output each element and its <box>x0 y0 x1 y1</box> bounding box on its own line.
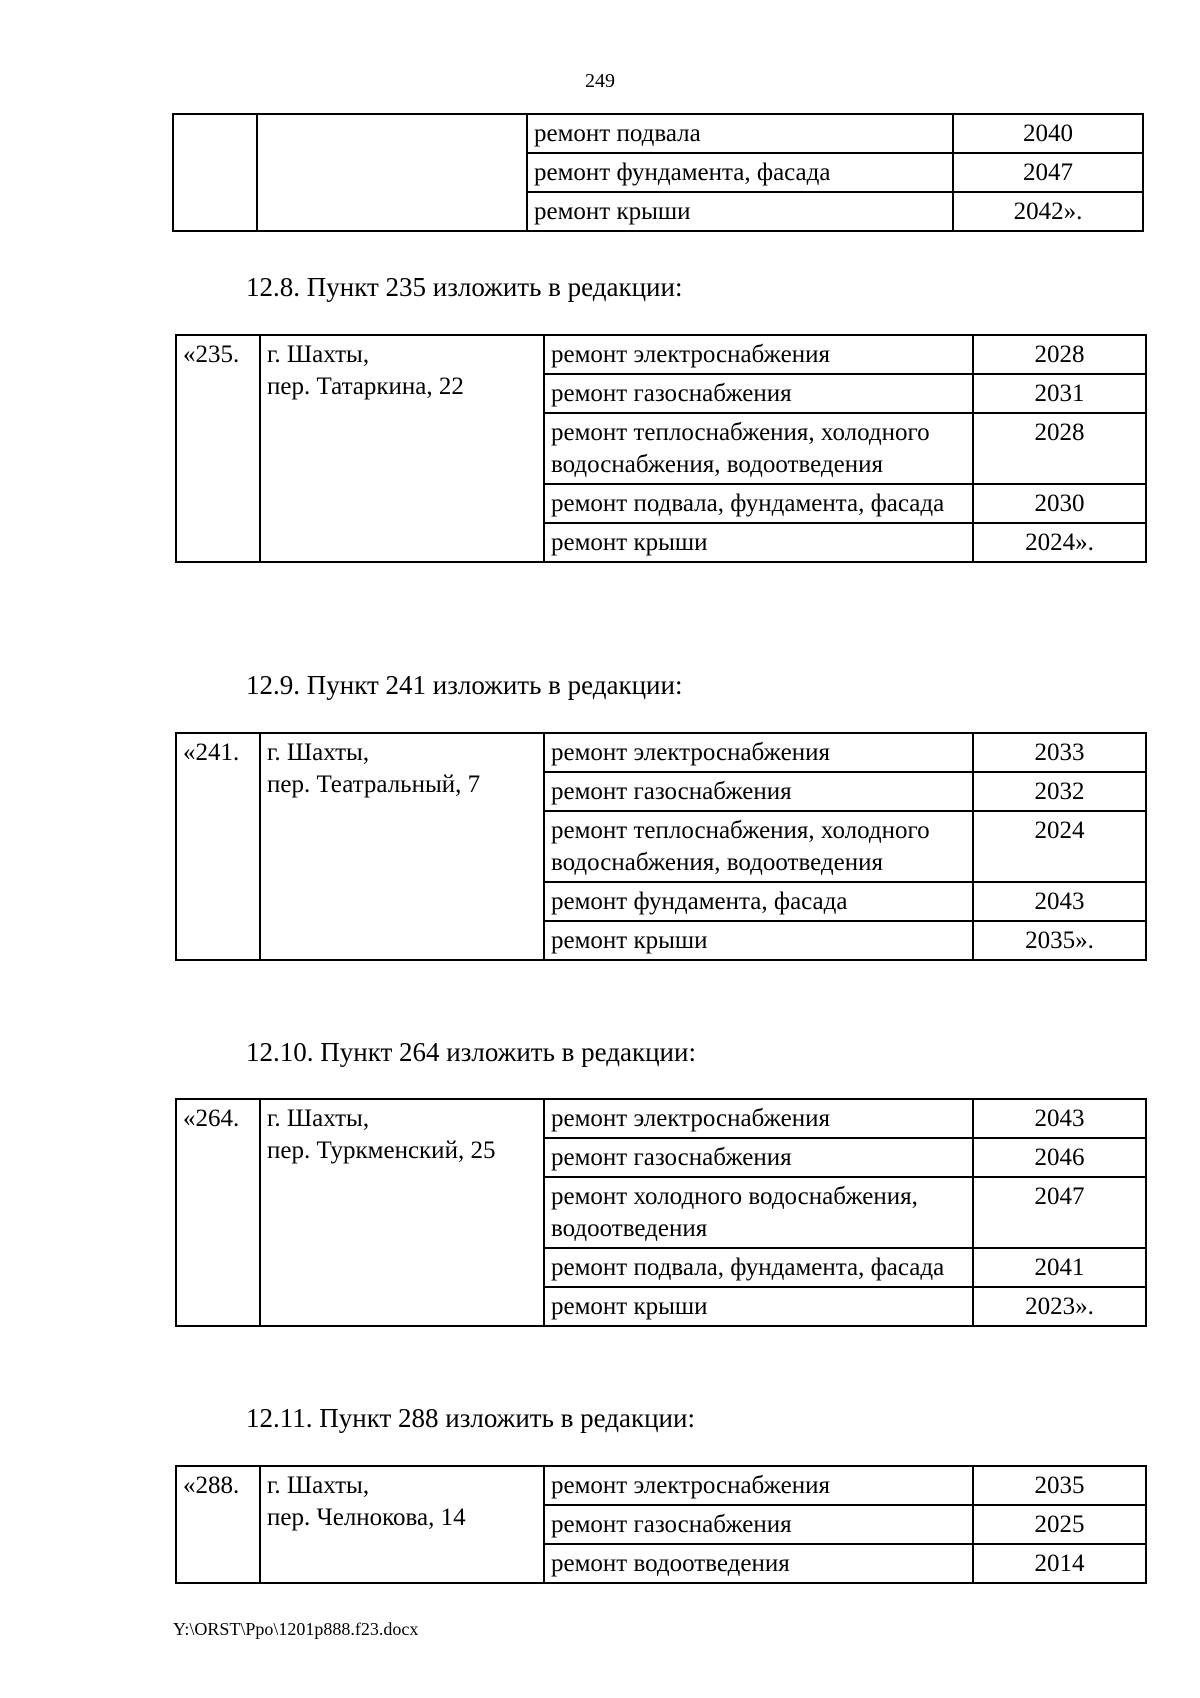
year-cell: 2043 <box>973 1099 1146 1138</box>
work-cell: ремонт газоснабжения <box>544 772 973 811</box>
year-cell: 2033 <box>973 733 1146 772</box>
page-number: 249 <box>585 70 615 92</box>
address-cell <box>260 1099 544 1326</box>
table-row <box>176 335 1146 374</box>
work-cell: ремонт электроснабжения <box>544 1466 973 1505</box>
work-cell: ремонт электроснабжения <box>544 1099 973 1138</box>
work-cell: ремонт крыши <box>544 921 973 960</box>
address-city: г. Шахты, <box>267 739 370 766</box>
year-cell: 2032 <box>973 772 1146 811</box>
year-cell: 2023». <box>973 1287 1146 1326</box>
work-cell: ремонт крыши <box>544 1287 973 1326</box>
year-cell: 2047 <box>953 153 1143 192</box>
work-cell: ремонт крыши <box>527 192 953 231</box>
work-cell: ремонт крыши <box>544 523 973 562</box>
year-cell: 2028 <box>973 413 1146 484</box>
section-heading: 12.8. Пункт 235 изложить в редакции: <box>246 272 683 302</box>
section-heading: 12.10. Пункт 264 изложить в редакции: <box>246 1037 696 1067</box>
work-cell: ремонт газоснабжения <box>544 1505 973 1544</box>
table-row <box>176 1466 1146 1505</box>
address-cell <box>257 114 527 231</box>
address-city: г. Шахты, <box>267 1105 370 1132</box>
file-path-footer: Y:\ORST\Ppo\1201p888.f23.docx <box>173 1619 419 1639</box>
work-cell: ремонт холодного водоснабжения, водоотведения <box>544 1177 973 1248</box>
item-number: «264. <box>176 1099 260 1326</box>
work-cell: ремонт газоснабжения <box>544 374 973 413</box>
schedule-table <box>175 334 1147 563</box>
work-cell: ремонт теплоснабжения, холодного водоснабжения, водоотведения <box>544 811 973 882</box>
work-cell: ремонт водоотведения <box>544 1544 973 1583</box>
year-cell: 2030 <box>973 484 1146 523</box>
year-cell: 2047 <box>973 1177 1146 1248</box>
year-cell: 2040 <box>953 114 1143 153</box>
work-cell: ремонт подвала, фундамента, фасада <box>544 484 973 523</box>
address-cell <box>260 335 544 562</box>
address-city: г. Шахты, <box>267 1472 370 1499</box>
item-number: «288. <box>176 1466 260 1583</box>
table-row <box>176 733 1146 772</box>
address-street: пер. Театральный, 7 <box>267 771 481 798</box>
address-cell <box>260 733 544 960</box>
work-cell: ремонт теплоснабжения, холодного водоснабжения, водоотведения <box>544 413 973 484</box>
item-number: «235. <box>176 335 260 562</box>
address-cell <box>260 1466 544 1583</box>
work-cell: ремонт подвала, фундамента, фасада <box>544 1248 973 1287</box>
table-row <box>176 1099 1146 1138</box>
year-cell: 2043 <box>973 882 1146 921</box>
year-cell: 2031 <box>973 374 1146 413</box>
address-street: пер. Татаркина, 22 <box>267 373 464 400</box>
address-street: пер. Челнокова, 14 <box>267 1504 466 1531</box>
address-city: г. Шахты, <box>267 341 370 368</box>
section-heading: 12.11. Пункт 288 изложить в редакции: <box>246 1403 695 1433</box>
table-row <box>173 114 1143 153</box>
year-cell: 2035». <box>973 921 1146 960</box>
number-cell <box>173 114 257 231</box>
year-cell: 2035 <box>973 1466 1146 1505</box>
continuation-table <box>172 113 1144 232</box>
schedule-table <box>175 1465 1147 1584</box>
schedule-table <box>175 732 1147 961</box>
schedule-table <box>175 1098 1147 1327</box>
year-cell: 2024». <box>973 523 1146 562</box>
year-cell: 2024 <box>973 811 1146 882</box>
work-cell: ремонт электроснабжения <box>544 335 973 374</box>
year-cell: 2014 <box>973 1544 1146 1583</box>
section-heading: 12.9. Пункт 241 изложить в редакции: <box>246 670 683 700</box>
year-cell: 2025 <box>973 1505 1146 1544</box>
address-street: пер. Туркменский, 25 <box>267 1137 496 1164</box>
work-cell: ремонт фундамента, фасада <box>544 882 973 921</box>
year-cell: 2046 <box>973 1138 1146 1177</box>
year-cell: 2041 <box>973 1248 1146 1287</box>
work-cell: ремонт электроснабжения <box>544 733 973 772</box>
work-cell: ремонт подвала <box>527 114 953 153</box>
year-cell: 2028 <box>973 335 1146 374</box>
work-cell: ремонт фундамента, фасада <box>527 153 953 192</box>
year-cell: 2042». <box>953 192 1143 231</box>
work-cell: ремонт газоснабжения <box>544 1138 973 1177</box>
item-number: «241. <box>176 733 260 960</box>
